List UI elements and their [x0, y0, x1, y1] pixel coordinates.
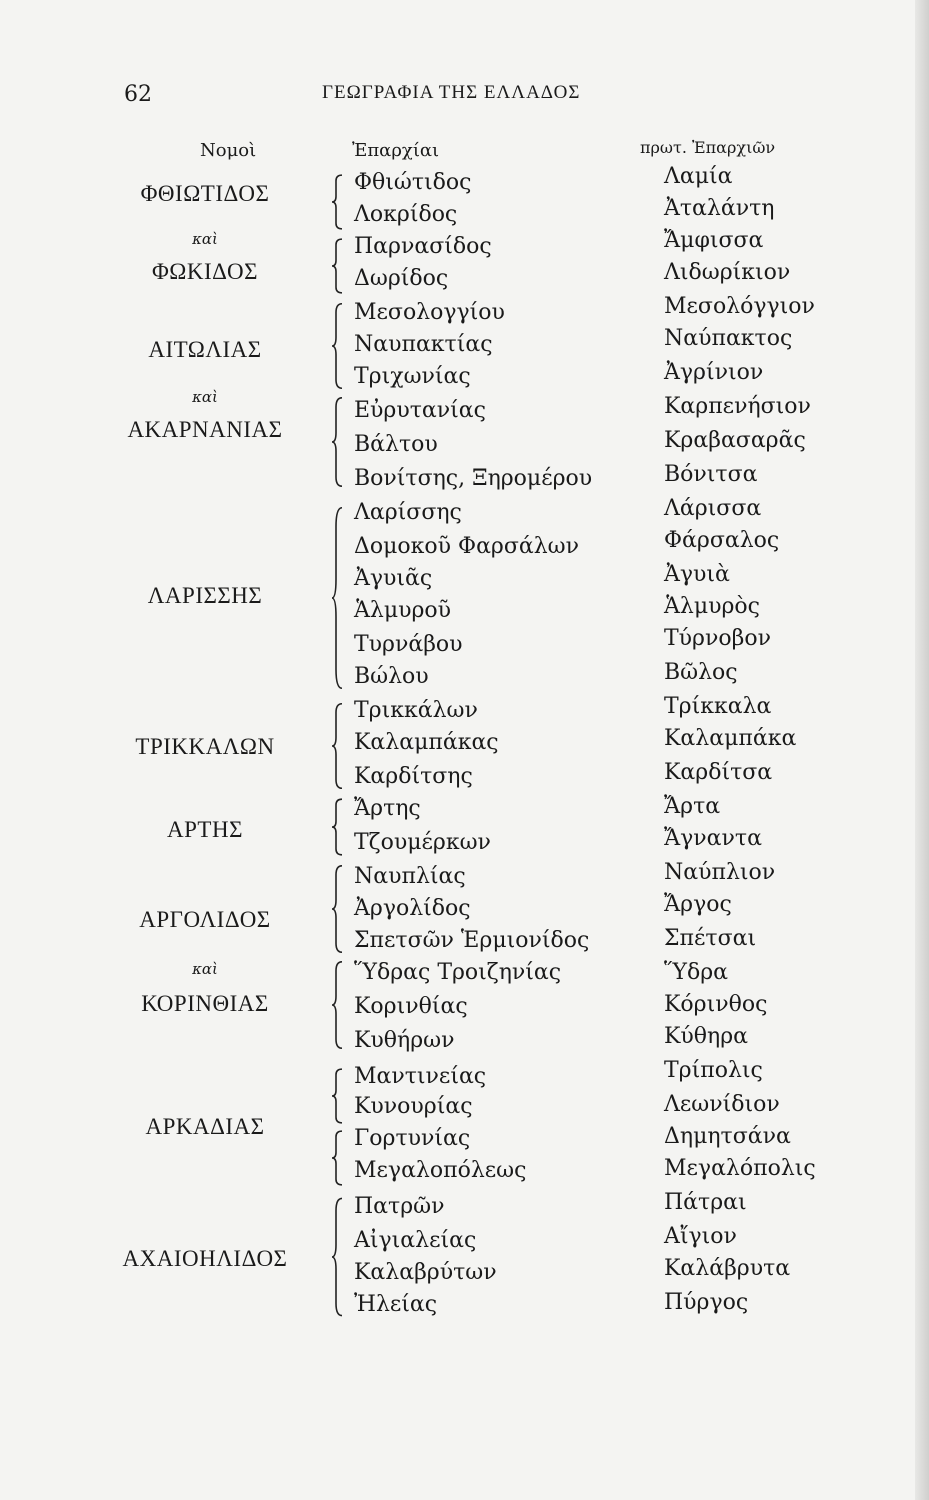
- eparchia-name: Ὕδρας Τροιζηνίας: [354, 960, 562, 985]
- eparchia-name: Ἄρτης: [354, 796, 421, 821]
- capital-name: Μεγαλόπολις: [664, 1156, 816, 1181]
- capital-name: Ἀγυιὰ: [664, 562, 730, 587]
- conjunction-label: καὶ: [192, 388, 218, 406]
- column-header-eparchiai: Ἐπαρχίαι: [352, 140, 440, 161]
- eparchia-name: Δομοκοῦ Φαρσάλων: [354, 534, 579, 559]
- group-brace: [332, 702, 344, 790]
- capital-name: Ὕδρα: [664, 960, 729, 985]
- capital-name: Καρπενήσιον: [664, 394, 811, 419]
- nomos-label: ΑΙΤΩΛΙΑΣ: [148, 337, 262, 362]
- eparchia-name: Λοκρίδος: [354, 202, 458, 227]
- capital-name: Ἄγναντα: [664, 826, 762, 851]
- group-brace: [332, 960, 344, 1050]
- group-brace: [332, 1068, 344, 1124]
- group-brace: [332, 864, 344, 954]
- eparchia-name: Βώλου: [354, 664, 429, 689]
- eparchia-name: Φθιώτιδος: [354, 170, 472, 195]
- capital-name: Κύθηρα: [664, 1024, 749, 1049]
- eparchia-name: Δωρίδος: [354, 266, 449, 291]
- nomos-label: ΦΩΚΙΔΟΣ: [151, 259, 259, 284]
- capital-name: Αἴγιον: [664, 1224, 737, 1249]
- capital-name: Λαμία: [664, 164, 733, 189]
- eparchia-name: Μεγαλοπόλεως: [354, 1158, 527, 1183]
- eparchia-name: Ἠλείας: [354, 1292, 438, 1317]
- eparchia-name: Τριχωνίας: [354, 364, 471, 389]
- nomos-label: ΤΡΙΚΚΑΛΩΝ: [135, 734, 275, 759]
- capital-name: Ναύπακτος: [664, 326, 793, 351]
- capital-name: Πύργος: [664, 1290, 749, 1315]
- group-brace: [332, 302, 344, 390]
- capital-name: Καλάβρυτα: [664, 1256, 791, 1281]
- eparchia-name: Βονίτσης, Ξηρομέρου: [354, 466, 593, 491]
- eparchia-name: Τζουμέρκων: [354, 830, 491, 855]
- group-brace: [332, 1130, 344, 1186]
- nomos-label: ΑΡΓΟΛΙΔΟΣ: [139, 907, 271, 932]
- eparchia-name: Γορτυνίας: [354, 1126, 471, 1151]
- capital-name: Πάτραι: [664, 1190, 747, 1215]
- nomos-label: ΛΑΡΙΣΣΗΣ: [147, 583, 263, 608]
- group-brace: [332, 174, 344, 230]
- column-header-nomoi: Νομοὶ: [200, 140, 257, 161]
- capital-name: Ναύπλιον: [664, 860, 776, 885]
- capital-name: Τρίκκαλα: [664, 694, 772, 719]
- eparchia-name: Εὐρυτανίας: [354, 398, 486, 423]
- capital-name: Τύρνοβον: [664, 626, 771, 651]
- group-brace: [332, 504, 344, 692]
- nomos-label: ΦΘΙΩΤΙΔΟΣ: [140, 181, 270, 206]
- eparchia-name: Κορινθίας: [354, 994, 468, 1019]
- eparchia-name: Ναυπακτίας: [354, 332, 493, 357]
- eparchia-name: Κυθήρων: [354, 1028, 455, 1053]
- nomos-label: ΑΚΑΡΝΑΝΙΑΣ: [127, 417, 283, 442]
- capital-name: Φάρσαλος: [664, 528, 780, 553]
- eparchia-name: Ναυπλίας: [354, 864, 466, 889]
- eparchia-name: Καρδίτσης: [354, 764, 473, 789]
- eparchia-name: Ἁλμυροῦ: [354, 598, 452, 623]
- eparchia-name: Βάλτου: [354, 432, 438, 457]
- capital-name: Σπέτσαι: [664, 926, 757, 951]
- group-brace: [332, 1196, 344, 1318]
- nomos-label: ΑΡΚΑΔΙΑΣ: [145, 1114, 265, 1139]
- capital-name: Βῶλος: [664, 660, 738, 685]
- group-brace: [332, 798, 344, 856]
- capital-name: Λιδωρίκιον: [664, 260, 791, 285]
- capital-name: Ἁλμυρὸς: [664, 594, 761, 619]
- capital-name: Βόνιτσα: [664, 462, 758, 487]
- capital-name: Ἀταλάντη: [664, 196, 775, 221]
- eparchia-name: Σπετσῶν Ἑρμιονίδος: [354, 928, 590, 953]
- eparchia-name: Κυνουρίας: [354, 1094, 473, 1119]
- conjunction-label: καὶ: [192, 230, 218, 248]
- capital-name: Ἄργος: [664, 892, 732, 917]
- capital-name: Καρδίτσα: [664, 760, 773, 785]
- capital-name: Ἄμφισσα: [664, 228, 764, 253]
- capital-name: Μεσολόγγιον: [664, 294, 815, 319]
- group-brace: [332, 238, 344, 294]
- eparchia-name: Τρικκάλων: [354, 698, 478, 723]
- nomos-label: ΚΟΡΙΝΘΙΑΣ: [141, 991, 269, 1016]
- eparchia-name: Ἀργολίδος: [354, 896, 471, 921]
- capital-name: Τρίπολις: [664, 1058, 763, 1083]
- eparchia-name: Αἰγιαλείας: [354, 1228, 477, 1253]
- eparchia-name: Λαρίσσης: [354, 500, 462, 525]
- nomos-label: ΑΧΑΙΟΗΛΙΔΟΣ: [122, 1246, 288, 1271]
- capital-name: Ἄρτα: [664, 794, 721, 819]
- group-brace: [332, 396, 344, 488]
- eparchia-name: Καλαβρύτων: [354, 1260, 497, 1285]
- capital-name: Καλαμπάκα: [664, 726, 797, 751]
- nomos-label: ΑΡΤΗΣ: [167, 817, 243, 842]
- conjunction-label: καὶ: [192, 960, 218, 978]
- eparchia-name: Πατρῶν: [354, 1194, 445, 1219]
- page-edge: [915, 0, 929, 1500]
- capital-name: Ἀγρίνιον: [664, 360, 764, 385]
- capital-name: Λεωνίδιον: [664, 1092, 780, 1117]
- page-number: 62: [124, 82, 152, 107]
- eparchia-name: Τυρνάβου: [354, 632, 463, 657]
- running-title: ΓΕΩΓΡΑΦΙΑ ΤΗΣ ΕΛΛΑΔΟΣ: [322, 82, 581, 103]
- eparchia-name: Μεσολογγίου: [354, 300, 505, 325]
- column-header-protevousai: πρωτ. Ἐπαρχιῶν: [640, 138, 776, 157]
- capital-name: Κόρινθος: [664, 992, 768, 1017]
- capital-name: Δημητσάνα: [664, 1124, 791, 1149]
- eparchia-name: Ἀγυιᾶς: [354, 566, 433, 591]
- eparchia-name: Καλαμπάκας: [354, 730, 499, 755]
- capital-name: Λάρισσα: [664, 496, 762, 521]
- capital-name: Κραβασαρᾶς: [664, 428, 806, 453]
- eparchia-name: Μαντινείας: [354, 1064, 487, 1089]
- eparchia-name: Παρνασίδος: [354, 234, 492, 259]
